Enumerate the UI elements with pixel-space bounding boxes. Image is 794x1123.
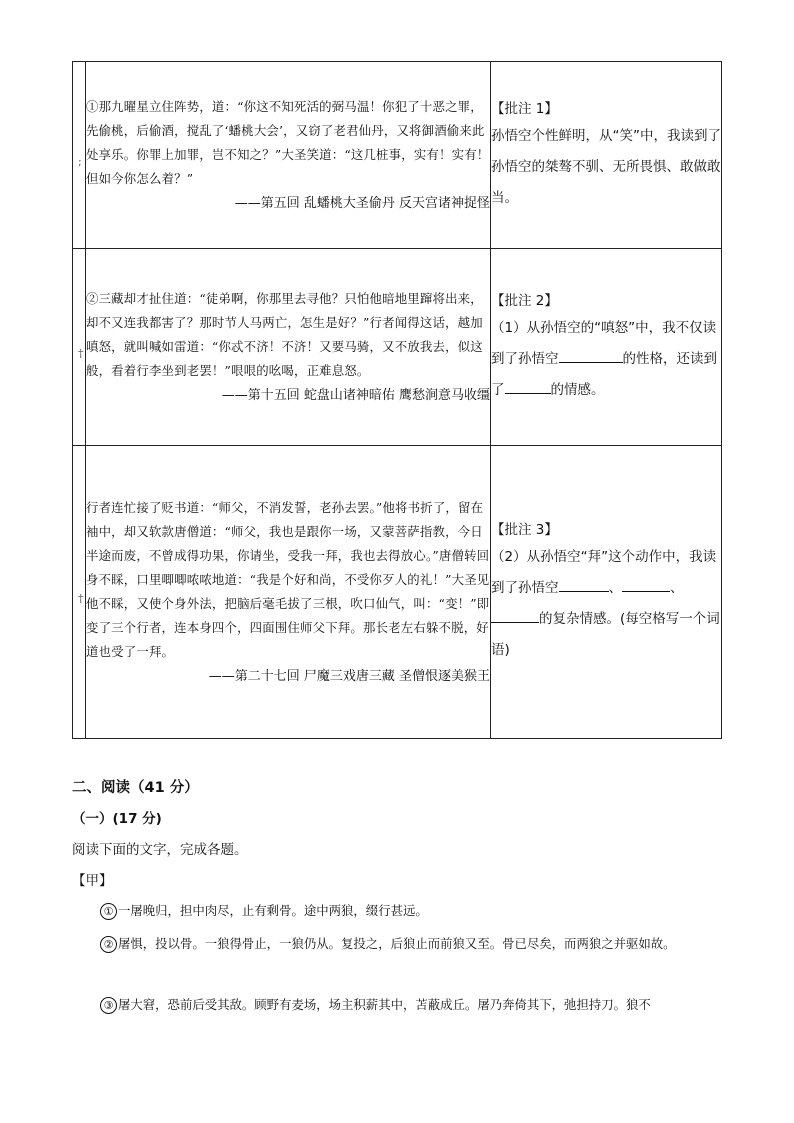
paragraph-number: ③ <box>100 997 117 1014</box>
answer-blank[interactable] <box>559 577 609 592</box>
quote-source: ——第十五回 蛇盘山诸神暗佑 鹰愁涧意马收缰 <box>221 388 490 403</box>
note-cell <box>491 446 722 739</box>
section-heading: 二、阅读（41 分） <box>72 780 199 796</box>
quote-text: ①那九曜星立住阵势，道：“你这不知死活的弼马温！你犯了十恶之罪，先偷桃，后偷酒，搅乱了‘蟠桃大会’，又窃了老君仙丹，又将御酒偷来此处享乐。你罪上加罪，岂不知之？”大圣笑道：“这几桩事，实有！实有！但如今你怎么着？” <box>86 99 490 186</box>
table-row <box>73 446 722 739</box>
note-title: 【批注 2】 <box>491 292 558 309</box>
quote-source: ——第二十七回 尸魔三戏唐三藏 圣僧恨逐美猴王 <box>208 669 490 684</box>
table-row <box>73 249 722 446</box>
answer-blank[interactable] <box>491 608 539 623</box>
annotation-table <box>72 61 722 739</box>
note-text: 孙悟空个性鲜明，从“笑”中，我读到了孙悟空的桀骜不驯、无所畏惧、敢做敢当。 <box>491 127 721 206</box>
table-row <box>73 62 722 249</box>
paragraph-number: ① <box>100 903 117 920</box>
row-stub: † <box>73 446 86 739</box>
subsection-heading: （一）(17 分) <box>72 811 162 827</box>
note-cell <box>491 249 722 446</box>
note-title: 【批注 1】 <box>491 100 558 117</box>
instruction-text: 阅读下面的文字，完成各题。 <box>72 842 248 858</box>
quote-cell <box>86 446 491 739</box>
note-text: （2）从孙悟空“拜”这个动作中，我读到了孙悟空 、 、的复杂情感。(每空格写一个词语) <box>491 549 720 658</box>
quote-cell <box>86 249 491 446</box>
quote-cell <box>86 62 491 249</box>
passage-paragraph: ② 屠惧，投以骨。一狼得骨止，一狼仍从。复投之，后狼止而前狼又至。骨已尽矣，而两狼之并驱如故。 <box>72 929 722 959</box>
note-text: （1）从孙悟空的“嗔怒”中，我不仅读到了孙悟空 的性格，还读到了 的情感。 <box>491 319 717 398</box>
note-title: 【批注 3】 <box>491 522 558 538</box>
answer-blank[interactable] <box>505 379 551 394</box>
row-stub: ; <box>73 62 86 249</box>
note-cell <box>491 62 722 249</box>
paragraph-number: ② <box>100 936 117 953</box>
quote-source: ——第五回 乱蟠桃大圣偷丹 反天宫诸神捉怪 <box>234 196 490 211</box>
passage-paragraph: ① 一屠晚归，担中肉尽，止有剩骨。途中两狼，缀行甚远。 <box>72 896 722 926</box>
passage-label: 【甲】 <box>72 873 113 889</box>
answer-blank[interactable] <box>622 577 670 592</box>
quote-text: 行者连忙接了贬书道：“师父，不消发誓，老孙去罢。”他将书折了，留在袖中，却又软款唐僧道：“师父，我也是跟你一场，又蒙菩萨指教，今日半途而废，不曾成得功果，你请坐，受我一拜，我也去得放心。”唐僧转回身不睬，口里唧唧哝哝地道：“我是个好和尚，不受你歹人的礼！”大圣见他不睬，又使个身外法，把脑后毫毛拔了三根，吹口仙气，叫：“变！”即变了三个行者，连本身四个，四面围住师父下拜。那长老左右躲不脱，好道也受了一拜。 <box>86 500 490 659</box>
passage-paragraph: ③ 屠大窘，恐前后受其敌。顾野有麦场，场主积薪其中，苫蔽成丘。屠乃奔倚其下，弛担持刀。狼不 <box>72 990 722 1020</box>
quote-text: ②三藏却才扯住道：“徒弟啊，你那里去寻他？只怕他暗地里蹿将出来，却不又连我都害了？那时节人马两亡，怎生是好？”行者闻得这话，越加嗔怒，就叫喊如雷道：“你忒不济！不济！又要马骑，又不放我去，似这般，看着行李坐到老罢！”哏哏的吆喝，正难息怒。 <box>86 291 483 378</box>
row-stub: † <box>73 249 86 446</box>
answer-blank[interactable] <box>559 348 623 363</box>
